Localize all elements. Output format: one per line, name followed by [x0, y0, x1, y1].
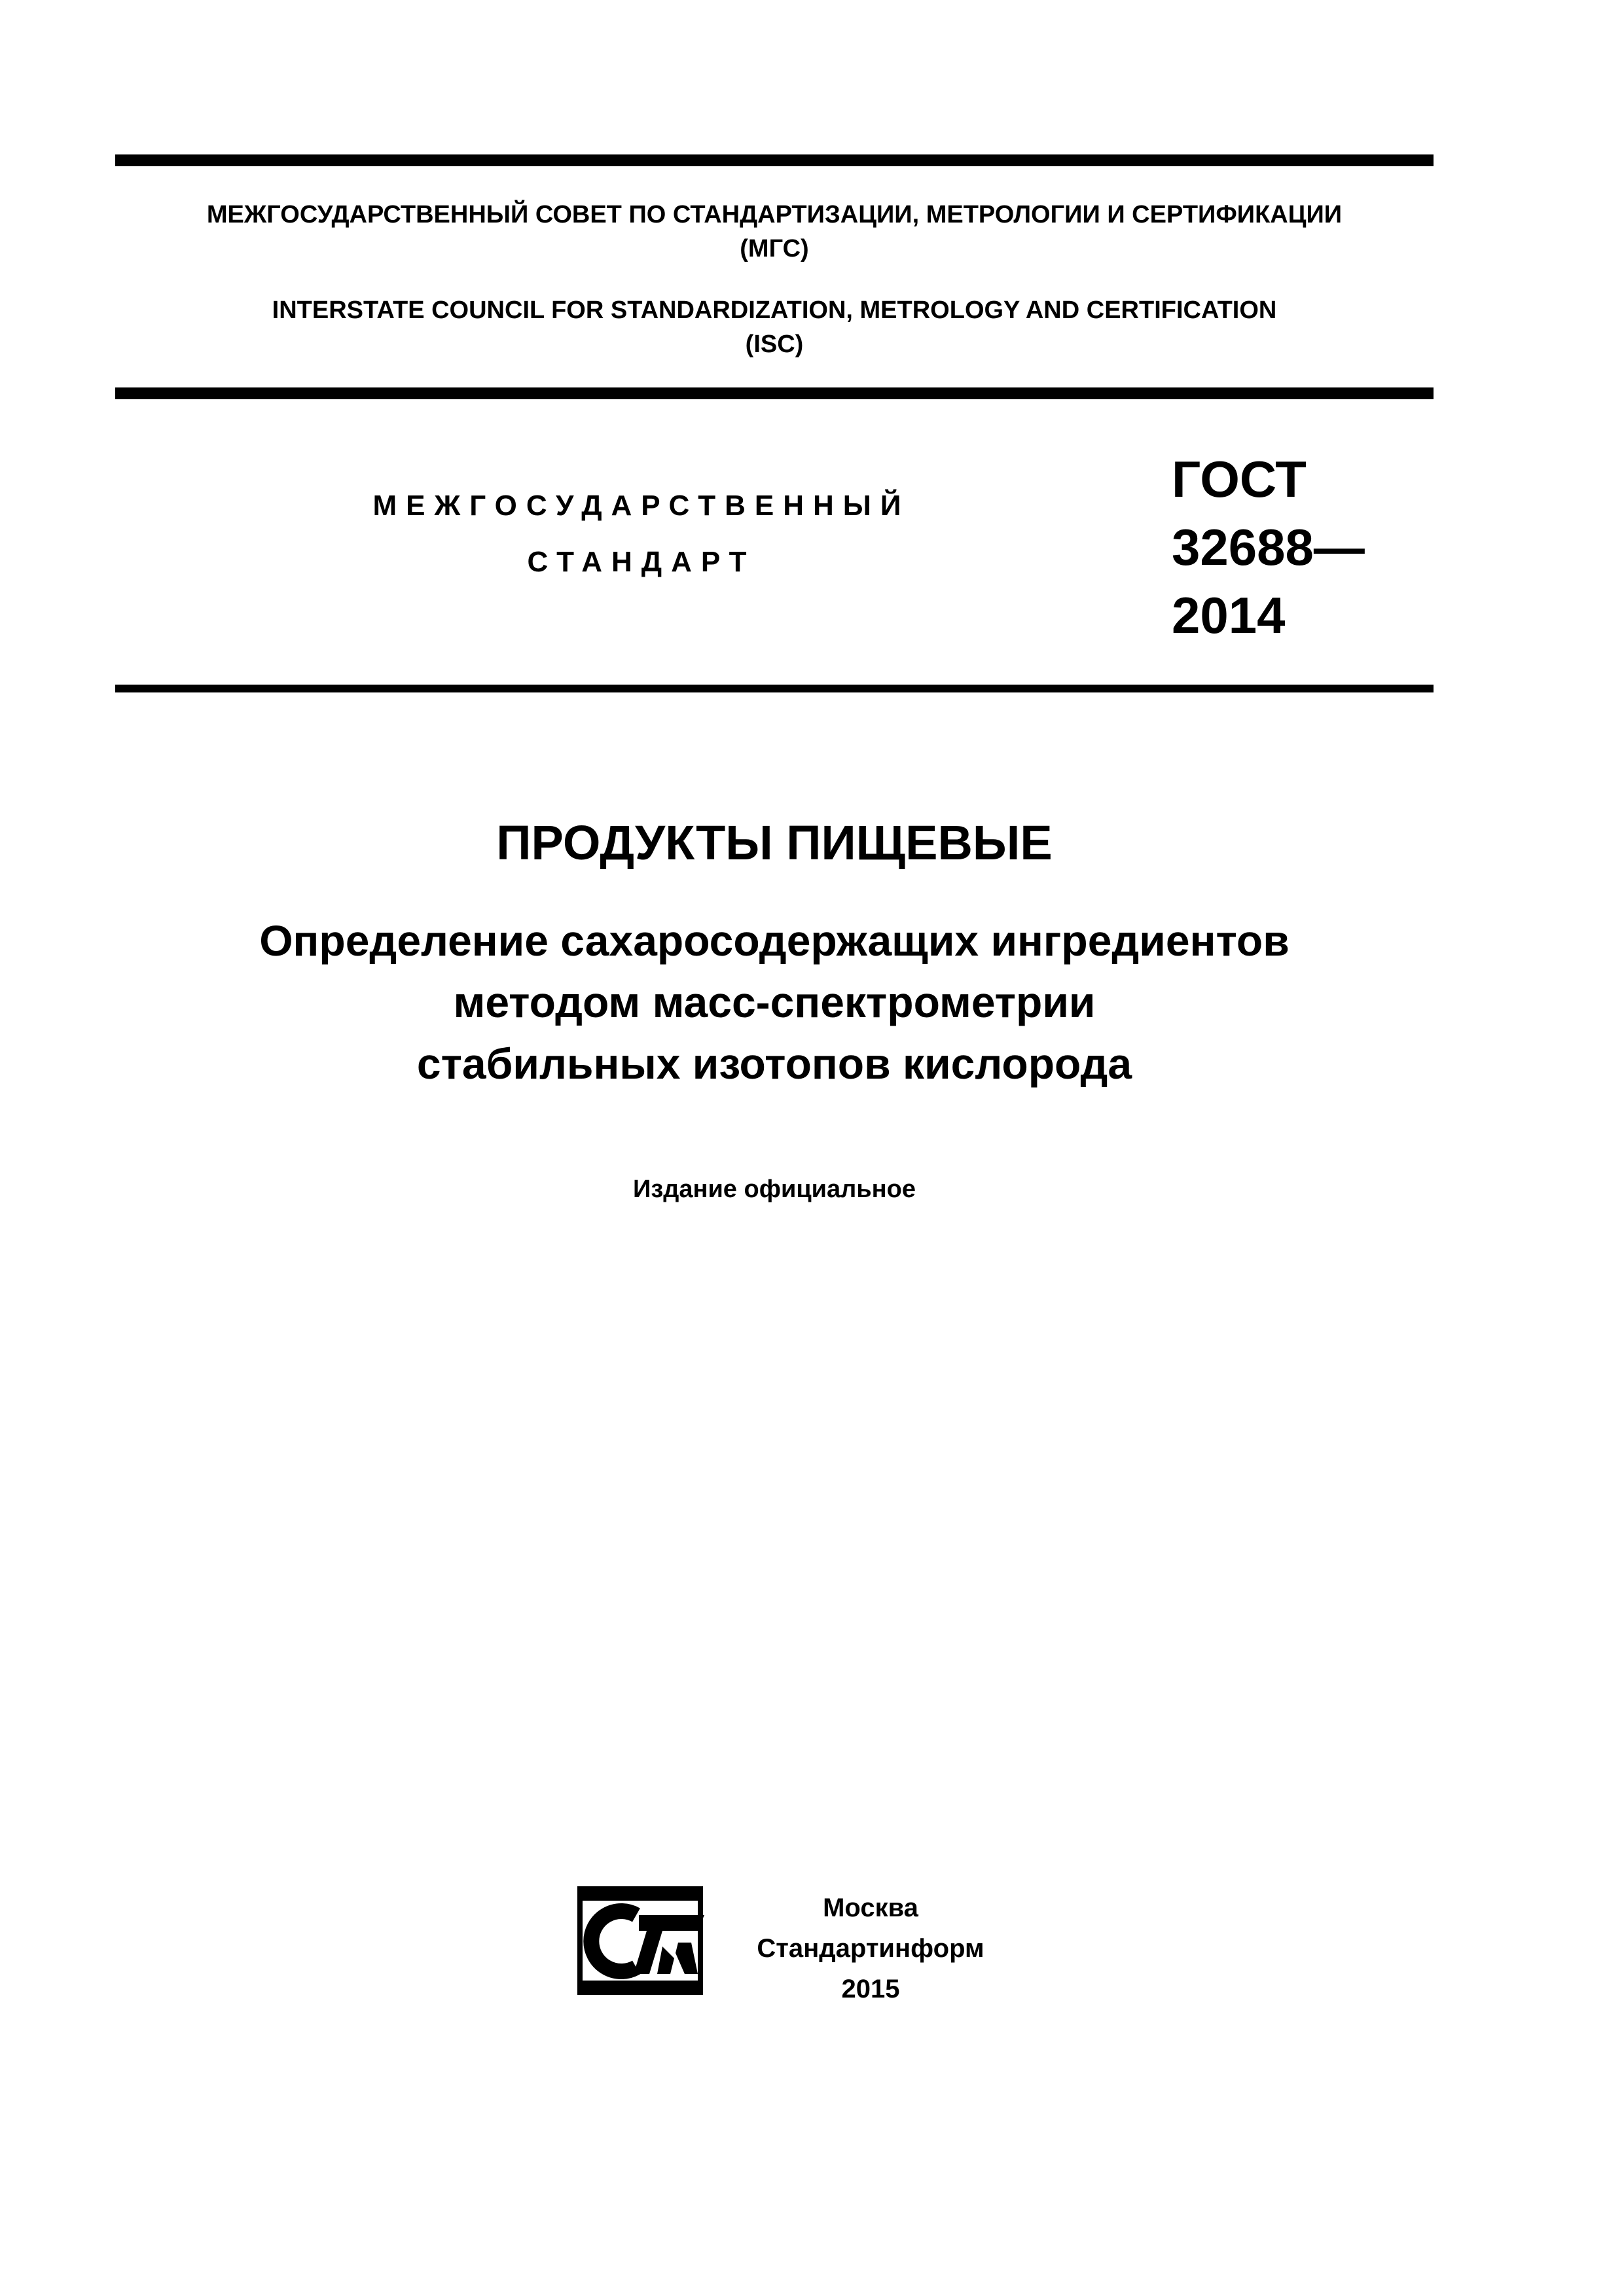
council-name-ru — [115, 198, 1434, 266]
standartinform-logo-icon — [576, 1885, 704, 1996]
council-name-en-text: INTERSTATE COUNCIL FOR STANDARDIZATION, METROLOGY AND CERTIFICATION — [272, 296, 1277, 324]
edition-note: Издание официальное — [633, 1175, 916, 1203]
standard-code — [1172, 445, 1365, 649]
standard-type-line2: СТАНДАРТ — [527, 546, 756, 578]
imprint-city: Москва — [823, 1893, 918, 1922]
subtitle-line3: стабильных изотопов кислорода — [416, 1039, 1132, 1088]
document-title: ПРОДУКТЫ ПИЩЕВЫЕ — [496, 816, 1053, 870]
document-subtitle — [115, 910, 1434, 1094]
header-bottom-rule — [115, 387, 1434, 399]
standard-code-number: 32688— — [1172, 518, 1365, 576]
council-abbr-en: (ISC) — [745, 331, 804, 358]
standard-type-line1: МЕЖГОСУДАРСТВЕННЫЙ — [372, 490, 911, 522]
council-name-en — [115, 293, 1434, 361]
subtitle-line1: Определение сахаросодержащих ингредиентов — [259, 916, 1290, 965]
imprint-publisher: Стандартинформ — [757, 1934, 984, 1963]
imprint-year: 2015 — [841, 1975, 900, 2003]
council-abbr-ru: (МГС) — [740, 235, 809, 262]
code-bottom-rule — [115, 685, 1434, 692]
standard-code-year: 2014 — [1172, 586, 1286, 644]
imprint — [720, 1888, 1021, 2009]
council-name-ru-text: МЕЖГОСУДАРСТВЕННЫЙ СОВЕТ ПО СТАНДАРТИЗАЦИИ, МЕТРОЛОГИИ И СЕРТИФИКАЦИИ — [206, 201, 1343, 228]
standard-code-prefix: ГОСТ — [1172, 450, 1307, 508]
top-rule — [115, 154, 1434, 166]
subtitle-line2: методом масс-спектрометрии — [453, 978, 1096, 1026]
